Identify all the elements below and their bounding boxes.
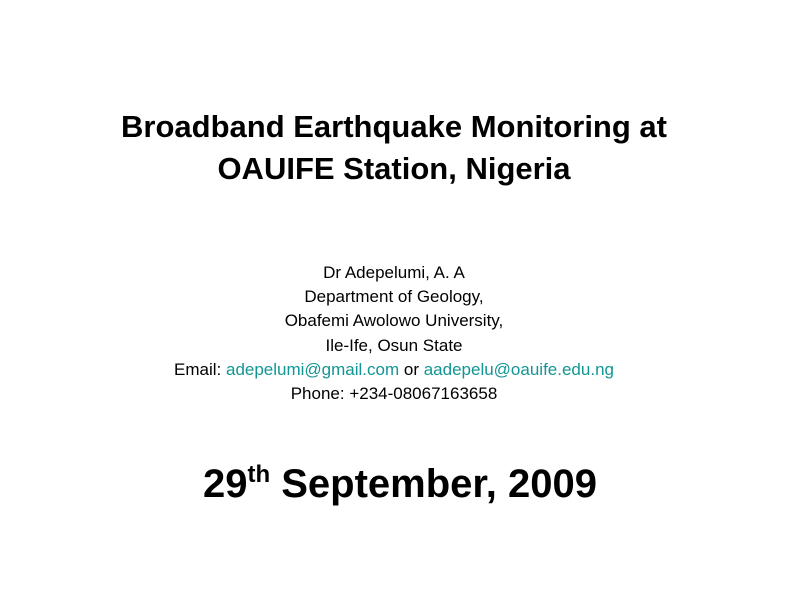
author-department: Department of Geology, <box>304 287 484 307</box>
author-info <box>40 261 748 406</box>
title-line-2: OAUIFE Station, Nigeria <box>217 151 571 186</box>
date-ordinal-suffix: th <box>247 461 271 488</box>
email-line <box>40 358 748 382</box>
slide-title <box>40 106 748 190</box>
email-label: Email: <box>174 359 226 379</box>
email-link-oauife[interactable]: aadepelu@oauife.edu.ng <box>423 359 614 379</box>
author-location: Ile-Ife, Osun State <box>325 335 463 355</box>
email-link-gmail[interactable]: adepelumi@gmail.com <box>225 359 400 379</box>
author-name: Dr Adepelumi, A. A <box>323 263 465 282</box>
presentation-date <box>40 460 760 508</box>
phone-line: Phone: +234-08067163658 <box>290 384 498 404</box>
author-university: Obafemi Awolowo University, <box>284 311 504 331</box>
email-joiner: or <box>399 359 424 379</box>
title-line-1: Broadband Earthquake Monitoring at <box>121 109 667 144</box>
date-day: 29 <box>202 462 248 506</box>
date-rest: September, 2009 <box>270 462 597 506</box>
